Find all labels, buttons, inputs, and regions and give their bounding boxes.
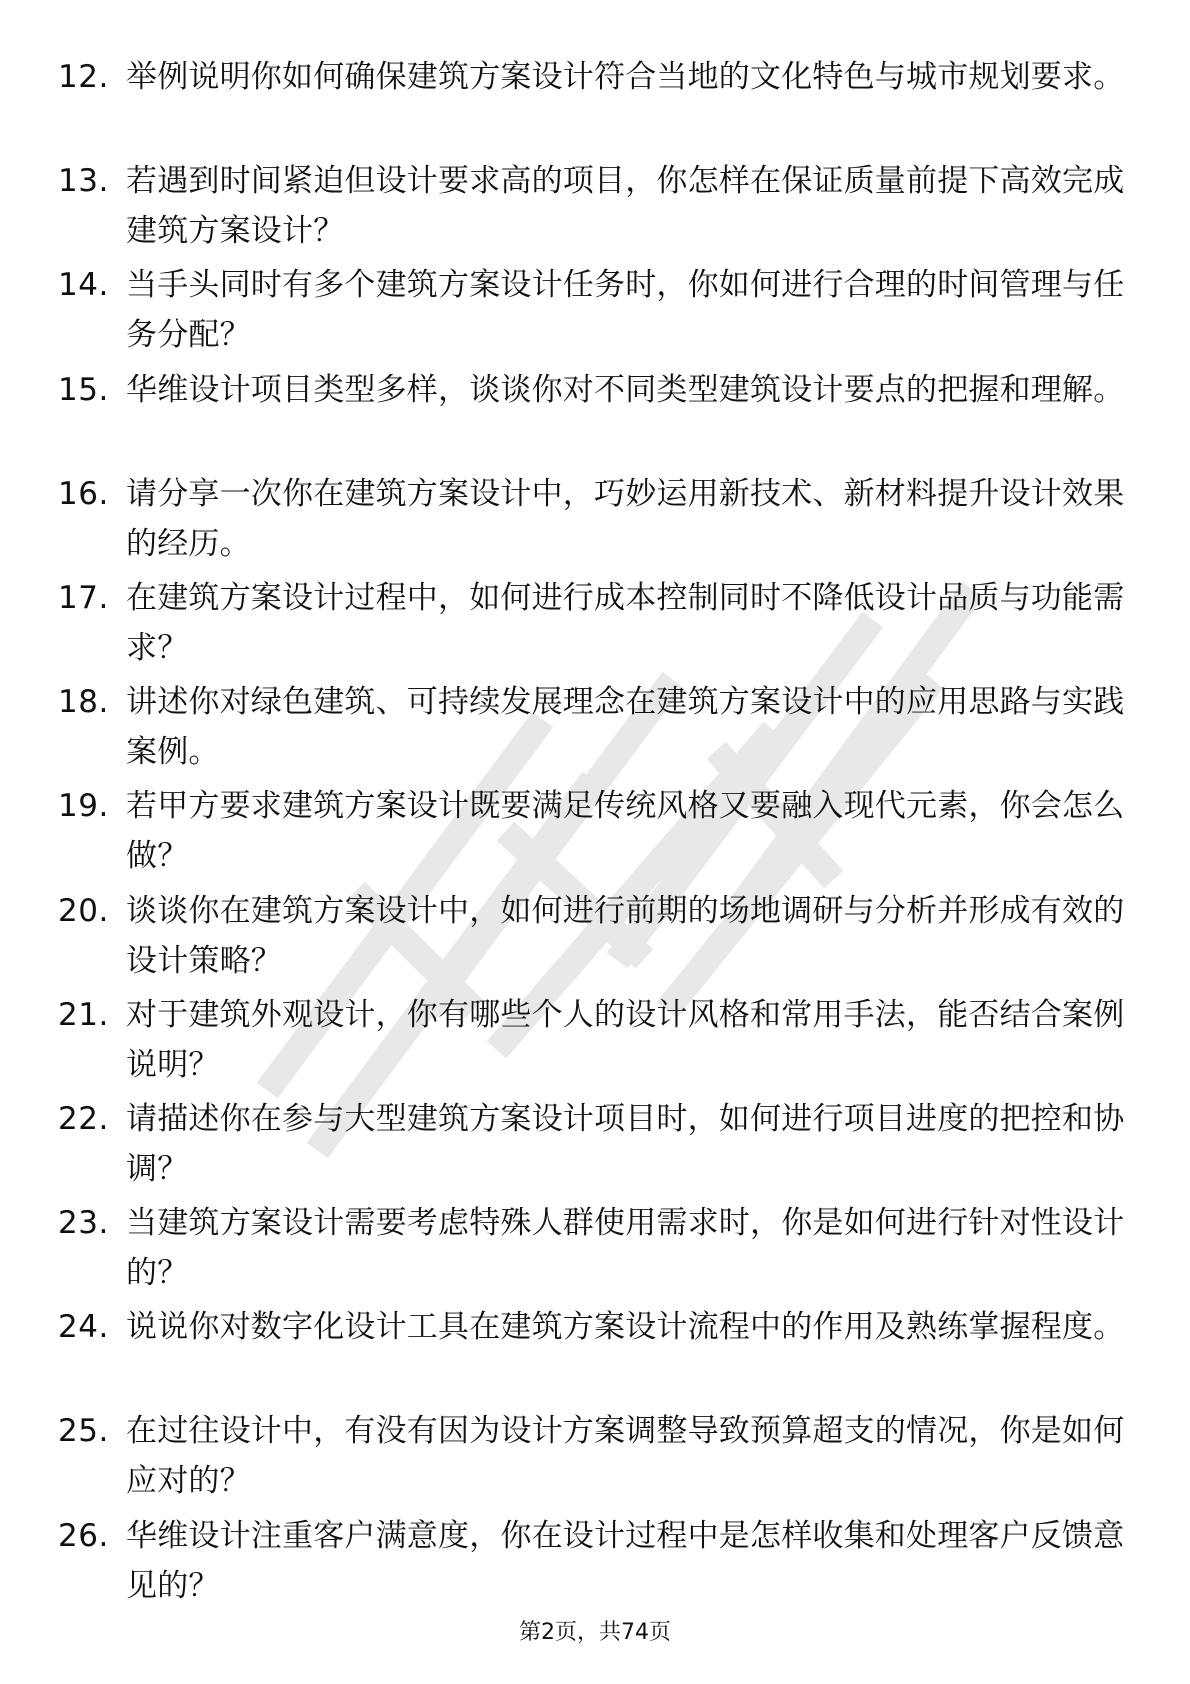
- question-item: [58, 469, 1125, 573]
- question-number: 24.: [58, 1309, 109, 1346]
- question-number: 19.: [58, 788, 109, 825]
- question-number: 14.: [58, 267, 109, 304]
- question-text: 若甲方要求建筑方案设计既要满足传统风格又要融入现代元素，你会怎么做？: [126, 788, 1125, 875]
- question-number: 12.: [58, 59, 109, 95]
- question-text: 当建筑方案设计需要考虑特殊人群使用需求时，你是如何进行针对性设计的？: [126, 1205, 1125, 1292]
- question-item: [58, 1198, 1125, 1302]
- question-list: [58, 52, 1125, 1615]
- question-item: [58, 781, 1125, 885]
- question-number: 22.: [58, 1100, 109, 1137]
- page-footer: 第2页，共74页: [519, 1620, 671, 1645]
- question-item: [58, 156, 1125, 260]
- question-text: 当手头同时有多个建筑方案设计任务时，你如何进行合理的时间管理与任务分配？: [126, 267, 1125, 354]
- question-number: 15.: [58, 371, 109, 408]
- question-number: 25.: [58, 1413, 109, 1450]
- question-number: 26.: [58, 1517, 109, 1554]
- question-item: [58, 677, 1125, 781]
- question-text: 华维设计注重客户满意度，你在设计过程中是怎样收集和处理客户反馈意见的？: [126, 1517, 1125, 1604]
- question-item: [58, 1406, 1125, 1510]
- question-item: [58, 573, 1125, 677]
- question-number: 16.: [58, 475, 109, 512]
- question-number: 18.: [58, 684, 109, 721]
- question-item: [58, 365, 1125, 469]
- question-text: 讲述你对绿色建筑、可持续发展理念在建筑方案设计中的应用思路与实践案例。: [126, 684, 1125, 771]
- question-number: 21.: [58, 996, 109, 1033]
- question-item: [58, 260, 1125, 364]
- question-text: 在过往设计中，有没有因为设计方案调整导致预算超支的情况，你是如何应对的？: [126, 1413, 1125, 1500]
- question-item: [58, 1094, 1125, 1198]
- question-number: 23.: [58, 1205, 109, 1242]
- question-item: [58, 1302, 1125, 1406]
- question-item: [58, 1511, 1125, 1615]
- question-item: [58, 886, 1125, 990]
- question-text: 对于建筑外观设计，你有哪些个人的设计风格和常用手法，能否结合案例说明？: [126, 996, 1125, 1083]
- question-text: 在建筑方案设计过程中，如何进行成本控制同时不降低设计品质与功能需求？: [126, 579, 1125, 666]
- question-text: 举例说明你如何确保建筑方案设计符合当地的文化特色与城市规划要求。: [126, 59, 1125, 95]
- question-text: 谈谈你在建筑方案设计中，如何进行前期的场地调研与分析并形成有效的设计策略？: [126, 892, 1125, 979]
- question-number: 13.: [58, 163, 109, 200]
- question-text: 若遇到时间紧迫但设计要求高的项目，你怎样在保证质量前提下高效完成建筑方案设计？: [126, 163, 1125, 250]
- question-item: [58, 52, 1125, 156]
- question-text: 请描述你在参与大型建筑方案设计项目时，如何进行项目进度的把控和协调？: [126, 1100, 1125, 1187]
- question-text: 华维设计项目类型多样，谈谈你对不同类型建筑设计要点的把握和理解。: [126, 371, 1125, 408]
- question-item: [58, 990, 1125, 1094]
- question-text: 请分享一次你在建筑方案设计中，巧妙运用新技术、新材料提升设计效果的经历。: [126, 475, 1125, 562]
- question-number: 20.: [58, 892, 109, 929]
- question-number: 17.: [58, 579, 109, 616]
- question-text: 说说你对数字化设计工具在建筑方案设计流程中的作用及熟练掌握程度。: [126, 1309, 1125, 1346]
